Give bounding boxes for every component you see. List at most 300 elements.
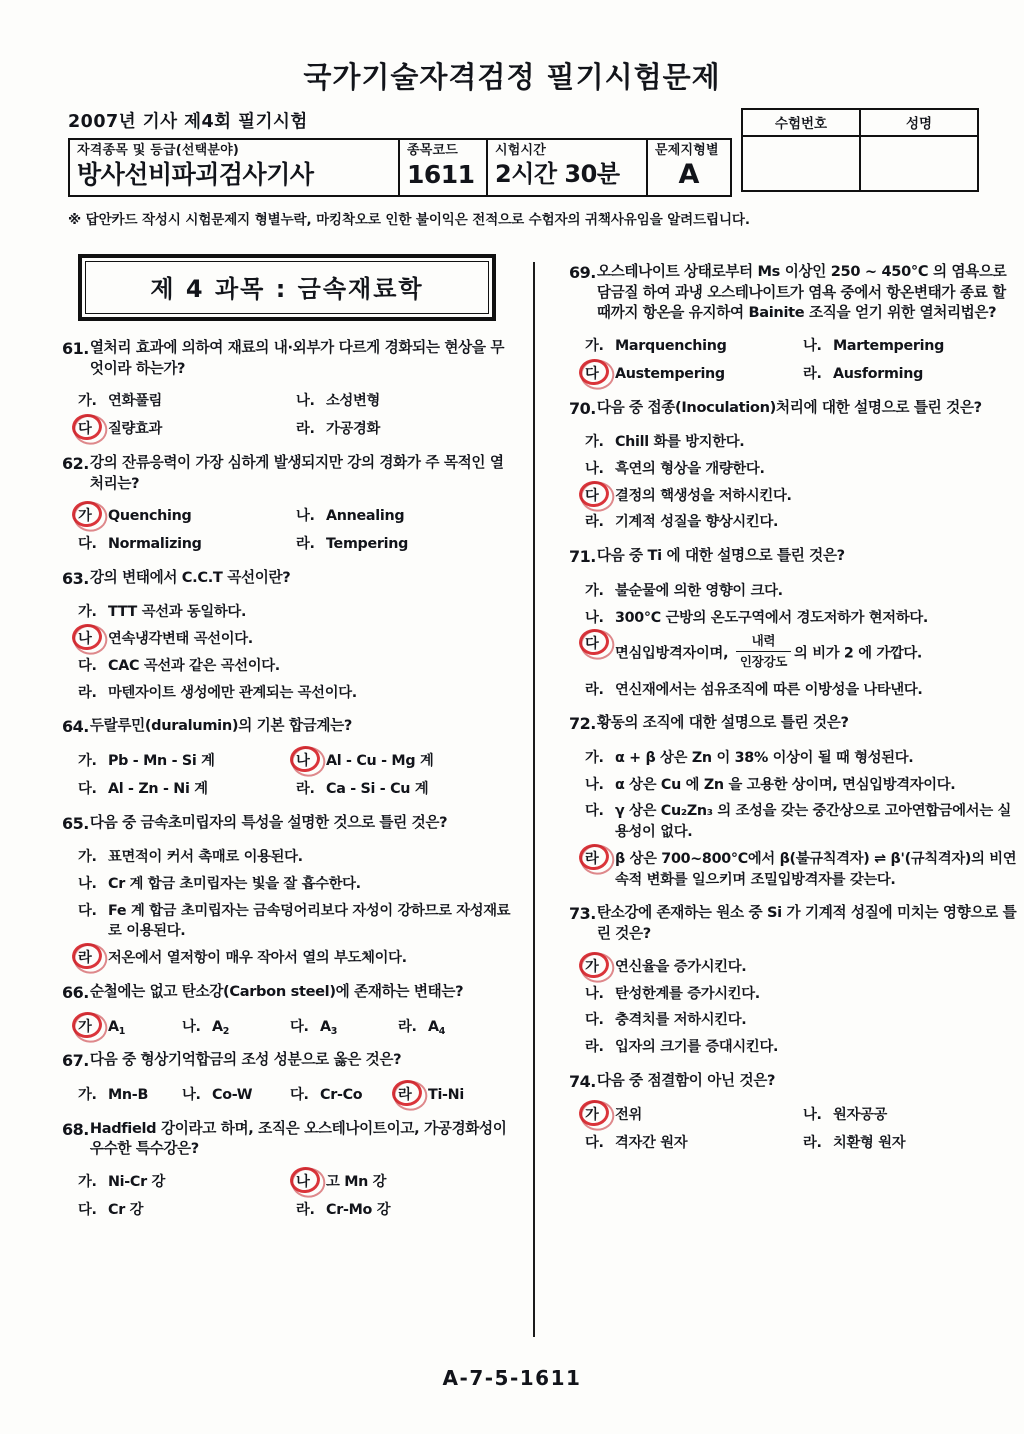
question-text: 열처리 효과에 의하여 재료의 내·외부가 다르게 경화되는 현상을 무엇이라 하는가? bbox=[89, 339, 505, 377]
choice-item[interactable] bbox=[62, 1172, 280, 1193]
exam-session-label: 2007년 기사 제4회 필기시험 bbox=[68, 111, 308, 132]
question-block bbox=[569, 1071, 1024, 1154]
choice-label[interactable]: 가 . bbox=[585, 581, 615, 602]
question-stem bbox=[569, 262, 1024, 324]
choice-group bbox=[569, 748, 1024, 890]
question-stem bbox=[569, 713, 1024, 736]
form-cell bbox=[647, 139, 731, 196]
choice-text: Al - Cu - Mg 계 bbox=[326, 753, 434, 770]
choice-label[interactable]: 라 . bbox=[803, 1133, 833, 1154]
question-text: 황동의 조직에 대한 설명으로 틀린 것은? bbox=[596, 714, 849, 732]
choice-item[interactable] bbox=[569, 748, 1024, 769]
choice-label[interactable]: 나 . bbox=[585, 459, 615, 480]
choice-text: Pb - Mn - Si 계 bbox=[108, 753, 215, 770]
choice-text: 원자공공 bbox=[832, 1107, 888, 1124]
choice-label[interactable]: 가 . bbox=[78, 602, 108, 623]
choice-label[interactable]: 나 . bbox=[803, 336, 833, 357]
choice-group bbox=[62, 602, 517, 703]
qualification-value: 방사선비파괴검사기사 bbox=[77, 160, 314, 190]
choice-item[interactable] bbox=[280, 391, 517, 412]
choice-label-marked[interactable]: 다 bbox=[585, 634, 615, 655]
choice-item[interactable] bbox=[280, 1172, 517, 1193]
question-stem bbox=[569, 903, 1024, 944]
form-value: A bbox=[678, 159, 700, 191]
choice-label[interactable]: 가 . bbox=[78, 391, 108, 412]
choice-label-dot bbox=[304, 1087, 309, 1103]
choice-text: Ti-Ni bbox=[428, 1086, 464, 1103]
choice-label-dot bbox=[599, 610, 604, 626]
choice-text: 연신율을 증가시킨다. bbox=[614, 958, 747, 975]
choice-label[interactable]: 다 . bbox=[585, 801, 615, 822]
choice-group bbox=[569, 957, 1024, 1058]
choice-text: Al - Zn - Ni 계 bbox=[108, 780, 208, 797]
choice-text: Co-W bbox=[212, 1086, 253, 1103]
choice-item[interactable] bbox=[569, 1037, 1024, 1058]
page-title: 국가기술자격검정 필기시험문제 bbox=[303, 60, 721, 94]
answer-marker-circle-icon bbox=[578, 479, 611, 508]
choice-text: Austempering bbox=[614, 365, 725, 382]
choice-label-dot bbox=[92, 1202, 97, 1218]
choice-item[interactable] bbox=[62, 534, 280, 555]
choice-item[interactable] bbox=[62, 656, 517, 677]
question-columns bbox=[0, 262, 1024, 1342]
choice-label[interactable]: 가 . bbox=[78, 847, 108, 868]
choice-item[interactable] bbox=[62, 391, 280, 412]
choice-label[interactable]: 다 . bbox=[78, 656, 108, 677]
choice-label-dot bbox=[599, 514, 604, 530]
choice-label[interactable]: 나 . bbox=[182, 1085, 212, 1106]
choice-label[interactable]: 가 . bbox=[78, 751, 108, 772]
choice-label-marked[interactable]: 나 bbox=[78, 629, 108, 650]
choice-item[interactable] bbox=[62, 506, 280, 527]
choice-text: Annealing bbox=[326, 508, 405, 525]
choice-text: 마텐자이트 생성에만 관계되는 곡선이다. bbox=[108, 684, 357, 701]
column-divider bbox=[533, 262, 535, 1337]
choice-text: β 상은 700~800℃에서 β(불규칙격자) ⇌ β'(규칙격자)의 비연속적 변화를 일으키며 조밀입방격자를 갖는다. bbox=[614, 850, 1017, 888]
choice-item[interactable] bbox=[569, 957, 1024, 978]
choice-label-dot bbox=[92, 876, 97, 892]
choice-item[interactable] bbox=[569, 984, 1024, 1005]
choice-label-dot bbox=[92, 604, 97, 620]
choice-text: Martempering bbox=[832, 338, 945, 355]
choice-label[interactable]: 나 . bbox=[585, 775, 615, 796]
choice-label-marked[interactable]: 라 bbox=[78, 948, 108, 969]
choice-label[interactable]: 라 . bbox=[296, 419, 326, 440]
choice-item[interactable] bbox=[569, 1133, 787, 1154]
choice-text: 격자간 원자 bbox=[614, 1135, 688, 1152]
choice-label-dot bbox=[412, 1019, 417, 1035]
answer-marker-circle-icon bbox=[71, 941, 104, 970]
fraction bbox=[736, 632, 791, 671]
time-cell bbox=[487, 139, 647, 196]
choice-label-dot bbox=[599, 461, 604, 477]
question-text: 순철에는 없고 탄소강(Carbon steel)에 존재하는 변태는? bbox=[89, 982, 464, 1000]
choice-group bbox=[569, 1105, 1024, 1153]
question-text: 탄소강에 존재하는 원소 중 Si 가 기계적 성질에 미치는 영향으로 틀린 것은? bbox=[596, 904, 1017, 943]
exam-number-field[interactable] bbox=[742, 136, 860, 191]
choice-item[interactable] bbox=[382, 1017, 517, 1038]
question-block bbox=[569, 546, 1024, 700]
choice-text: Quenching bbox=[108, 508, 192, 525]
choice-item[interactable] bbox=[62, 901, 517, 942]
choice-label-dot bbox=[92, 1087, 97, 1103]
choice-label-dot bbox=[310, 781, 315, 797]
choice-text: 흑연의 형상을 개량한다. bbox=[614, 461, 765, 478]
choice-text: 결정의 핵생성을 저하시킨다. bbox=[614, 487, 792, 504]
question-text: 다음 중 금속초미립자의 특성을 설명한 것으로 틀린 것은? bbox=[89, 813, 448, 831]
question-block bbox=[62, 453, 517, 555]
choice-text: 300℃ 근방의 온도구역에서 경도저하가 현저하다. bbox=[614, 609, 928, 626]
choice-item[interactable] bbox=[280, 751, 517, 772]
question-block bbox=[62, 1119, 517, 1221]
choice-label[interactable]: 다 . bbox=[78, 901, 108, 922]
choice-label-dot bbox=[92, 903, 97, 919]
question-text: 다음 중 Ti 에 대한 설명으로 틀린 것은? bbox=[596, 547, 845, 565]
choice-text: 연신재에서는 섬유조직에 따른 이방성을 나타낸다. bbox=[614, 681, 923, 698]
choice-label-dot bbox=[599, 986, 604, 1002]
choice-label[interactable]: 다 . bbox=[585, 1010, 615, 1031]
choice-label-dot bbox=[92, 658, 97, 674]
choice-label[interactable]: 가 . bbox=[78, 1085, 108, 1106]
choice-item[interactable] bbox=[569, 608, 1024, 629]
choice-label-dot bbox=[817, 366, 822, 382]
choice-label-dot bbox=[196, 1019, 201, 1035]
question-block bbox=[62, 568, 517, 704]
choice-item[interactable] bbox=[62, 847, 517, 868]
choice-subscript: 4 bbox=[438, 1025, 446, 1037]
choice-text: Cr-Mo 강 bbox=[326, 1201, 391, 1218]
question-block bbox=[569, 398, 1024, 534]
question-stem bbox=[62, 716, 517, 739]
choice-subscript: 2 bbox=[222, 1025, 230, 1037]
choice-item[interactable] bbox=[787, 1133, 1024, 1154]
choice-text: 연속냉각변태 곡선이다. bbox=[108, 631, 253, 648]
choice-item[interactable] bbox=[280, 1200, 517, 1221]
choice-label-dot bbox=[92, 781, 97, 797]
answer-marker-circle-icon bbox=[71, 412, 104, 441]
choice-label-dot bbox=[196, 1087, 201, 1103]
choice-label[interactable]: 다 . bbox=[78, 534, 108, 555]
choice-label-dot bbox=[817, 1135, 822, 1151]
question-stem bbox=[62, 453, 517, 494]
question-text: Hadfield 강이라고 하며, 조직은 오스테나이트이고, 가공경화성이 우수한 특수강은? bbox=[89, 1119, 507, 1158]
question-number: 63. bbox=[62, 568, 89, 588]
question-stem bbox=[62, 1119, 517, 1160]
choice-text: Cr-Co bbox=[320, 1086, 363, 1103]
choice-label[interactable]: 라 . bbox=[398, 1017, 428, 1038]
choice-item[interactable] bbox=[569, 459, 1024, 480]
choice-text: 가공경화 bbox=[326, 421, 381, 438]
choice-label[interactable]: 다 . bbox=[78, 779, 108, 800]
choice-text: 입자의 크기를 증대시킨다. bbox=[614, 1038, 779, 1055]
header-zone bbox=[68, 108, 979, 197]
question-number: 71. bbox=[568, 547, 596, 567]
choice-item[interactable] bbox=[569, 486, 1024, 507]
choice-label-marked[interactable]: 다 bbox=[585, 364, 615, 385]
choice-text: Tempering bbox=[326, 536, 409, 553]
choice-label-dot bbox=[304, 1019, 309, 1035]
choice-group bbox=[569, 581, 1024, 700]
choice-item[interactable] bbox=[569, 364, 787, 385]
choice-group bbox=[62, 751, 517, 799]
answer-marker-circle-icon bbox=[289, 744, 322, 773]
choice-label-marked[interactable]: 가 bbox=[78, 506, 108, 527]
choice-item[interactable] bbox=[280, 506, 517, 527]
question-stem bbox=[62, 1050, 517, 1073]
choice-label-dot bbox=[599, 434, 604, 450]
choice-label-dot bbox=[310, 393, 315, 409]
choice-label-marked[interactable]: 라 bbox=[585, 849, 615, 870]
choice-label-dot bbox=[599, 1012, 604, 1028]
choice-label-dot bbox=[599, 682, 604, 698]
question-text: 다음 중 접종(Inoculation)처리에 대한 설명으로 틀린 것은? bbox=[596, 398, 982, 416]
question-stem bbox=[62, 338, 517, 379]
qualification-label: 자격종목 및 등급(선택분야) bbox=[77, 142, 240, 158]
choice-item[interactable] bbox=[569, 634, 1024, 673]
choice-label[interactable]: 가 . bbox=[585, 336, 615, 357]
choice-item[interactable] bbox=[569, 336, 787, 357]
choice-item[interactable] bbox=[569, 801, 1024, 842]
question-column-left bbox=[62, 262, 517, 1342]
choice-item[interactable] bbox=[787, 336, 1024, 357]
choice-label-marked[interactable]: 나 bbox=[296, 751, 326, 772]
choice-item[interactable] bbox=[569, 1105, 787, 1126]
choice-label-marked[interactable]: 가 bbox=[585, 957, 615, 978]
choice-text: 연화풀림 bbox=[108, 393, 163, 410]
choice-label[interactable]: 라 . bbox=[78, 683, 108, 704]
choice-item[interactable] bbox=[569, 581, 1024, 602]
choice-item[interactable] bbox=[569, 432, 1024, 453]
choice-label-dot bbox=[92, 1174, 97, 1190]
choice-group bbox=[62, 1172, 517, 1220]
choice-text: 저온에서 열저항이 매우 작아서 열의 부도체이다. bbox=[108, 950, 407, 967]
choice-label[interactable]: 다 . bbox=[78, 1200, 108, 1221]
choice-text: Cr 계 합금 초미립자는 빛을 잘 흡수한다. bbox=[108, 875, 361, 892]
exam-number-header: 수험번호 bbox=[742, 109, 860, 136]
time-value: 2시간 30분 bbox=[495, 160, 620, 189]
answer-marker-circle-icon bbox=[71, 500, 104, 529]
choice-item[interactable] bbox=[274, 1017, 382, 1038]
choice-label-dot bbox=[310, 421, 315, 437]
choice-group bbox=[62, 847, 517, 969]
choice-item[interactable] bbox=[62, 948, 517, 969]
answer-marker-circle-icon bbox=[391, 1078, 424, 1107]
choice-label-dot bbox=[599, 750, 604, 766]
choice-label[interactable]: 가 . bbox=[585, 432, 615, 453]
answer-marker-circle-icon bbox=[578, 1099, 611, 1128]
choice-group bbox=[62, 1017, 517, 1038]
choice-text: Normalizing bbox=[108, 536, 202, 553]
choice-item[interactable] bbox=[62, 751, 280, 772]
choice-label[interactable]: 라 . bbox=[296, 779, 326, 800]
question-number: 67. bbox=[62, 1051, 89, 1071]
code-label: 종목코드 bbox=[407, 142, 459, 158]
choice-text: $A_3$ bbox=[320, 1018, 338, 1037]
choice-label[interactable]: 라 . bbox=[803, 364, 833, 385]
question-block bbox=[62, 1050, 517, 1105]
choice-text: CAC 곡선과 같은 곡선이다. bbox=[108, 657, 280, 674]
choice-item[interactable] bbox=[166, 1017, 274, 1038]
choice-group bbox=[62, 506, 517, 554]
question-number: 72. bbox=[568, 714, 596, 734]
choice-item[interactable] bbox=[62, 779, 280, 800]
choice-text: Ca - Si - Cu 계 bbox=[326, 780, 429, 797]
choice-item[interactable] bbox=[280, 779, 517, 800]
choice-text: Mn-B bbox=[108, 1086, 149, 1103]
name-header: 성명 bbox=[860, 109, 978, 136]
question-block bbox=[62, 982, 517, 1037]
choice-label[interactable]: 다 . bbox=[290, 1085, 320, 1106]
question-stem bbox=[569, 398, 1024, 421]
question-number: 62. bbox=[62, 453, 89, 473]
choice-subscript: 1 bbox=[118, 1025, 126, 1037]
choice-group bbox=[569, 432, 1024, 533]
choice-item[interactable] bbox=[569, 1010, 1024, 1031]
question-block bbox=[569, 903, 1024, 1057]
choice-item[interactable] bbox=[62, 1085, 166, 1106]
name-field[interactable] bbox=[860, 136, 978, 191]
answer-marker-circle-icon bbox=[289, 1165, 322, 1194]
question-block bbox=[62, 338, 517, 440]
question-text: 강의 변태에서 C.C.T 곡선이란? bbox=[89, 568, 291, 586]
choice-item[interactable] bbox=[569, 512, 1024, 533]
answer-marker-circle-icon bbox=[578, 842, 611, 871]
question-text: 다음 중 점결함이 아닌 것은? bbox=[596, 1071, 776, 1089]
choice-label-marked[interactable]: 라 bbox=[398, 1085, 428, 1106]
choice-text: Fe 계 합금 초미립자는 금속덩어리보다 자성이 강하므로 자성재료로 이용된다. bbox=[108, 902, 511, 940]
question-number: 68. bbox=[62, 1119, 89, 1139]
choice-text: 탄성한계를 증가시킨다. bbox=[614, 985, 760, 1002]
question-stem bbox=[62, 568, 517, 591]
question-number: 69. bbox=[568, 263, 596, 282]
question-number: 64. bbox=[62, 717, 89, 737]
choice-item[interactable] bbox=[274, 1085, 382, 1106]
question-stem bbox=[569, 546, 1024, 569]
choice-label[interactable]: 가 . bbox=[78, 1172, 108, 1193]
answer-marker-circle-icon bbox=[71, 1010, 104, 1039]
answer-card-notice: ※ 답안카드 작성시 시험문제지 형별누락, 마킹착오로 인한 불이익은 전적으로 수험자의 귀책사유임을 알려드립니다. bbox=[68, 211, 750, 228]
choice-label[interactable]: 나 . bbox=[296, 506, 326, 527]
choice-item[interactable] bbox=[569, 775, 1024, 796]
fraction-denominator: 인장강도 bbox=[736, 651, 791, 671]
choice-text: $A_4$ bbox=[428, 1018, 446, 1037]
choice-item[interactable] bbox=[382, 1085, 517, 1106]
choice-item[interactable] bbox=[280, 419, 517, 440]
choice-label-dot bbox=[92, 536, 97, 552]
choice-text: 치환형 원자 bbox=[832, 1135, 906, 1152]
choice-label-dot bbox=[310, 1202, 315, 1218]
choice-item[interactable] bbox=[62, 683, 517, 704]
choice-item[interactable] bbox=[569, 680, 1024, 701]
question-number: 61. bbox=[62, 339, 89, 358]
choice-label[interactable]: 다 . bbox=[585, 1133, 615, 1154]
choice-item[interactable] bbox=[62, 1017, 166, 1038]
choice-text: 기계적 성질을 향상시킨다. bbox=[614, 514, 779, 531]
question-stem bbox=[62, 982, 517, 1005]
choice-item[interactable] bbox=[62, 874, 517, 895]
choice-label[interactable]: 라 . bbox=[585, 512, 615, 533]
footer-code: A-7-5-1611 bbox=[442, 1366, 582, 1390]
time-label: 시험시간 bbox=[495, 142, 547, 158]
choice-text: 질량효과 bbox=[108, 421, 163, 438]
choice-text: 소성변형 bbox=[326, 393, 381, 410]
question-number: 65. bbox=[62, 813, 89, 833]
choice-item[interactable] bbox=[62, 602, 517, 623]
choice-item[interactable] bbox=[787, 1105, 1024, 1126]
choice-label-marked[interactable]: 다 bbox=[78, 419, 108, 440]
choice-label-dot bbox=[92, 685, 97, 701]
choice-label-marked[interactable]: 가 bbox=[78, 1017, 108, 1038]
choice-item[interactable] bbox=[62, 419, 280, 440]
choice-subscript: 3 bbox=[330, 1025, 338, 1037]
choice-label-dot bbox=[599, 583, 604, 599]
choice-item[interactable] bbox=[166, 1085, 274, 1106]
choice-label-marked[interactable]: 다 bbox=[585, 486, 615, 507]
choice-item[interactable] bbox=[569, 849, 1024, 890]
choice-label-dot bbox=[599, 1039, 604, 1055]
question-number: 66. bbox=[62, 982, 89, 1002]
question-text: 강의 잔류응력이 가장 심하게 발생되지만 강의 경화가 주 목적인 열처리는? bbox=[89, 453, 504, 492]
question-block bbox=[569, 262, 1024, 385]
choice-label[interactable]: 다 . bbox=[290, 1017, 320, 1038]
question-text: 다음 중 형상기억합금의 조성 성분으로 옳은 것은? bbox=[89, 1051, 402, 1069]
choice-label[interactable]: 나 . bbox=[585, 984, 615, 1005]
form-label: 문제지형별 bbox=[655, 142, 719, 158]
choice-text: 고 Mn 강 bbox=[326, 1174, 387, 1191]
choice-text: 충격치를 저하시킨다. bbox=[614, 1012, 747, 1029]
choice-text: Ausforming bbox=[832, 365, 924, 382]
choice-label-dot bbox=[599, 338, 604, 354]
choice-label[interactable]: 나 . bbox=[182, 1017, 212, 1038]
choice-label-marked[interactable]: 나 bbox=[296, 1172, 326, 1193]
choice-label[interactable]: 나 . bbox=[78, 874, 108, 895]
question-text: 두랄루민(duralumin)의 기본 합금계는? bbox=[89, 717, 353, 735]
choice-label[interactable]: 라 . bbox=[296, 1200, 326, 1221]
question-number: 73. bbox=[568, 904, 596, 924]
choice-label[interactable]: 가 . bbox=[585, 748, 615, 769]
choice-group bbox=[62, 1085, 517, 1106]
choice-text: TTT 곡선과 동일하다. bbox=[108, 604, 247, 621]
choice-label[interactable]: 나 . bbox=[803, 1105, 833, 1126]
choice-text: Cr 강 bbox=[108, 1201, 144, 1218]
choice-text: Ni-Cr 강 bbox=[108, 1174, 166, 1191]
choice-label[interactable]: 나 . bbox=[296, 391, 326, 412]
choice-label[interactable]: 라 . bbox=[585, 680, 615, 701]
choice-label[interactable]: 라 . bbox=[296, 534, 326, 555]
answer-marker-circle-icon bbox=[71, 622, 104, 651]
choice-label-marked[interactable]: 가 bbox=[585, 1105, 615, 1126]
choice-text: 면심입방격자이며, $\frac{\text{내력}}{\text{인장강도}}$ 의 비가 2 에 가깝다. bbox=[615, 634, 1024, 673]
choice-label-dot bbox=[599, 803, 604, 819]
question-block bbox=[62, 716, 517, 799]
answer-marker-circle-icon bbox=[578, 628, 611, 657]
choice-label[interactable]: 라 . bbox=[585, 1037, 615, 1058]
choice-text: $A_1$ bbox=[108, 1018, 126, 1037]
qualification-cell bbox=[69, 139, 399, 196]
choice-item[interactable] bbox=[787, 364, 1024, 385]
choice-text: 불순물에 의한 영향이 크다. bbox=[614, 582, 783, 599]
choice-item[interactable] bbox=[62, 1200, 280, 1221]
choice-text: Chill 화를 방지한다. bbox=[614, 434, 745, 451]
choice-label[interactable]: 나 . bbox=[585, 608, 615, 629]
question-stem bbox=[569, 1071, 1024, 1094]
choice-item[interactable] bbox=[280, 534, 517, 555]
choice-label-dot bbox=[92, 393, 97, 409]
question-number: 70. bbox=[568, 398, 596, 418]
choice-group bbox=[62, 391, 517, 439]
choice-item[interactable] bbox=[62, 629, 517, 650]
code-cell bbox=[399, 139, 487, 196]
